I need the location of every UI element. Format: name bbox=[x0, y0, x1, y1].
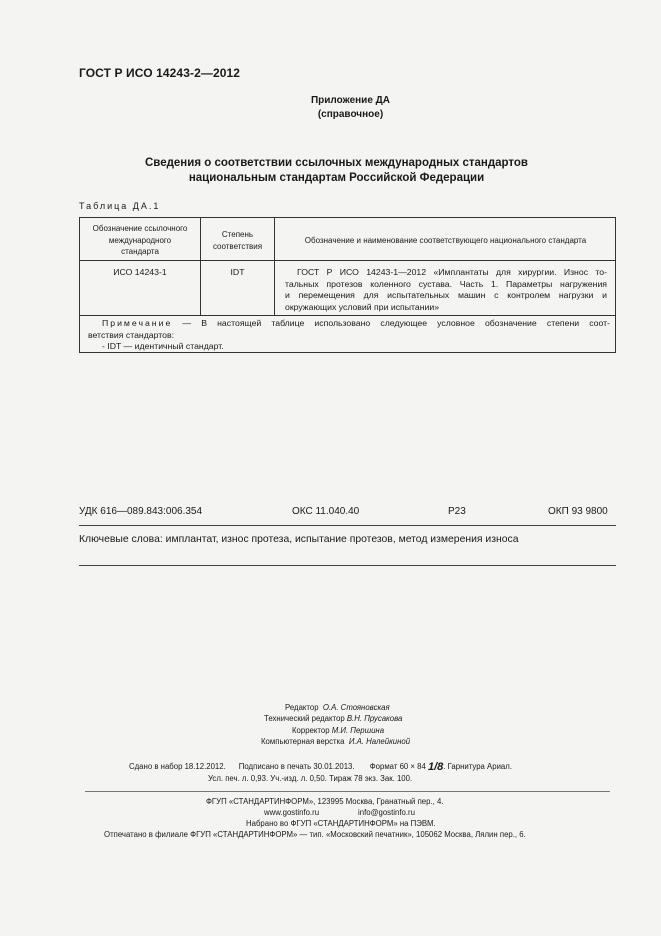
imprint-tech-editor: Технический редактор В.Н. Прусакова bbox=[264, 714, 403, 723]
note-label: Примечание bbox=[102, 318, 173, 328]
cell-national-standard bbox=[285, 267, 607, 313]
okp-code: ОКП 93 9800 bbox=[548, 506, 608, 517]
header-line: международного bbox=[108, 235, 172, 245]
header-degree bbox=[201, 229, 274, 252]
table-divider bbox=[80, 260, 615, 261]
national-line: окружающих условий при испытании» bbox=[285, 301, 440, 312]
header-line: Степень bbox=[221, 230, 254, 239]
divider bbox=[79, 525, 616, 526]
note-text: — В настоящей таблице использовано следующее условное обозначение степени соот- bbox=[182, 318, 611, 328]
udk-code: УДК 616—089.843:006.354 bbox=[79, 506, 203, 517]
document-header: ГОСТ Р ИСО 14243-2—2012 bbox=[79, 66, 241, 80]
note-line: ветствия стандартов: bbox=[88, 329, 174, 340]
header-line: Обозначение ссылочного bbox=[92, 224, 188, 233]
imprint-print-line-1: Сдано в набор 18.12.2012. Подписано в печать 30.01.2013. Формат 60 × 84 1/8. Гарнитура Ариал. bbox=[129, 761, 512, 773]
annex-title: Приложение ДА bbox=[310, 95, 391, 106]
cell-degree: IDT bbox=[230, 267, 245, 277]
imprint-editor: Редактор О.А. Стояновская bbox=[285, 703, 390, 712]
publisher-web: www.gostinfo.ru info@gostinfo.ru bbox=[264, 808, 415, 817]
section-title-line-1: Сведения о соответствии ссылочных международных стандартов bbox=[144, 157, 528, 169]
keywords: Ключевые слова: имплантат, износ протеза, испытание протезов, метод измерения износа bbox=[79, 534, 519, 545]
cell-standard: ИСО 14243-1 bbox=[113, 267, 167, 277]
oks-code: ОКС 11.040.40 bbox=[292, 506, 360, 517]
header-reference-standard bbox=[80, 223, 200, 258]
header-national-standard: Обозначение и наименование соответствующего национального стандарта bbox=[304, 236, 587, 245]
table-label: Таблица ДА.1 bbox=[79, 201, 161, 211]
group-code: Р23 bbox=[448, 506, 466, 517]
reference-table bbox=[79, 217, 616, 353]
publisher-printed: Отпечатано в филиале ФГУП «СТАНДАРТИНФОРМ» — тип. «Московский печатник», 105062 Москва, Лялин пер., 6. bbox=[104, 830, 526, 839]
imprint-print-line-2: Усл. печ. л. 0,93. Уч.-изд. л. 0,50. Тираж 78 экз. Зак. 100. bbox=[208, 774, 413, 783]
divider bbox=[85, 791, 610, 792]
table-divider bbox=[274, 218, 275, 315]
national-line: тальных протезов коленного сустава. Часть 1. Параметры нагружения bbox=[285, 278, 607, 289]
header-line: стандарта bbox=[121, 247, 159, 256]
annex-subtitle: (справочное) bbox=[317, 109, 384, 120]
divider bbox=[79, 565, 616, 566]
note-line: - IDT — идентичный стандарт. bbox=[102, 341, 224, 351]
imprint-corrector: Корректор М.И. Першина bbox=[292, 726, 385, 735]
national-line: ГОСТ Р ИСО 14243-1—2012 «Имплантаты для хирургии. Износ то- bbox=[297, 267, 607, 277]
national-line: и перемещения для испытательных машин с контролем нагрузки и bbox=[285, 290, 607, 300]
publisher-address: ФГУП «СТАНДАРТИНФОРМ», 123995 Москва, Гранатный пер., 4. bbox=[206, 797, 444, 806]
table-note bbox=[88, 318, 610, 353]
header-line: соответствия bbox=[212, 241, 263, 251]
table-divider bbox=[80, 315, 615, 316]
section-title-line-2: национальным стандартам Российской Федерации bbox=[188, 172, 485, 184]
imprint-layout: Компьютерная верстка И.А. Налейкиной bbox=[261, 737, 411, 746]
publisher-typeset: Набрано во ФГУП «СТАНДАРТИНФОРМ» на ПЭВМ. bbox=[246, 819, 436, 828]
